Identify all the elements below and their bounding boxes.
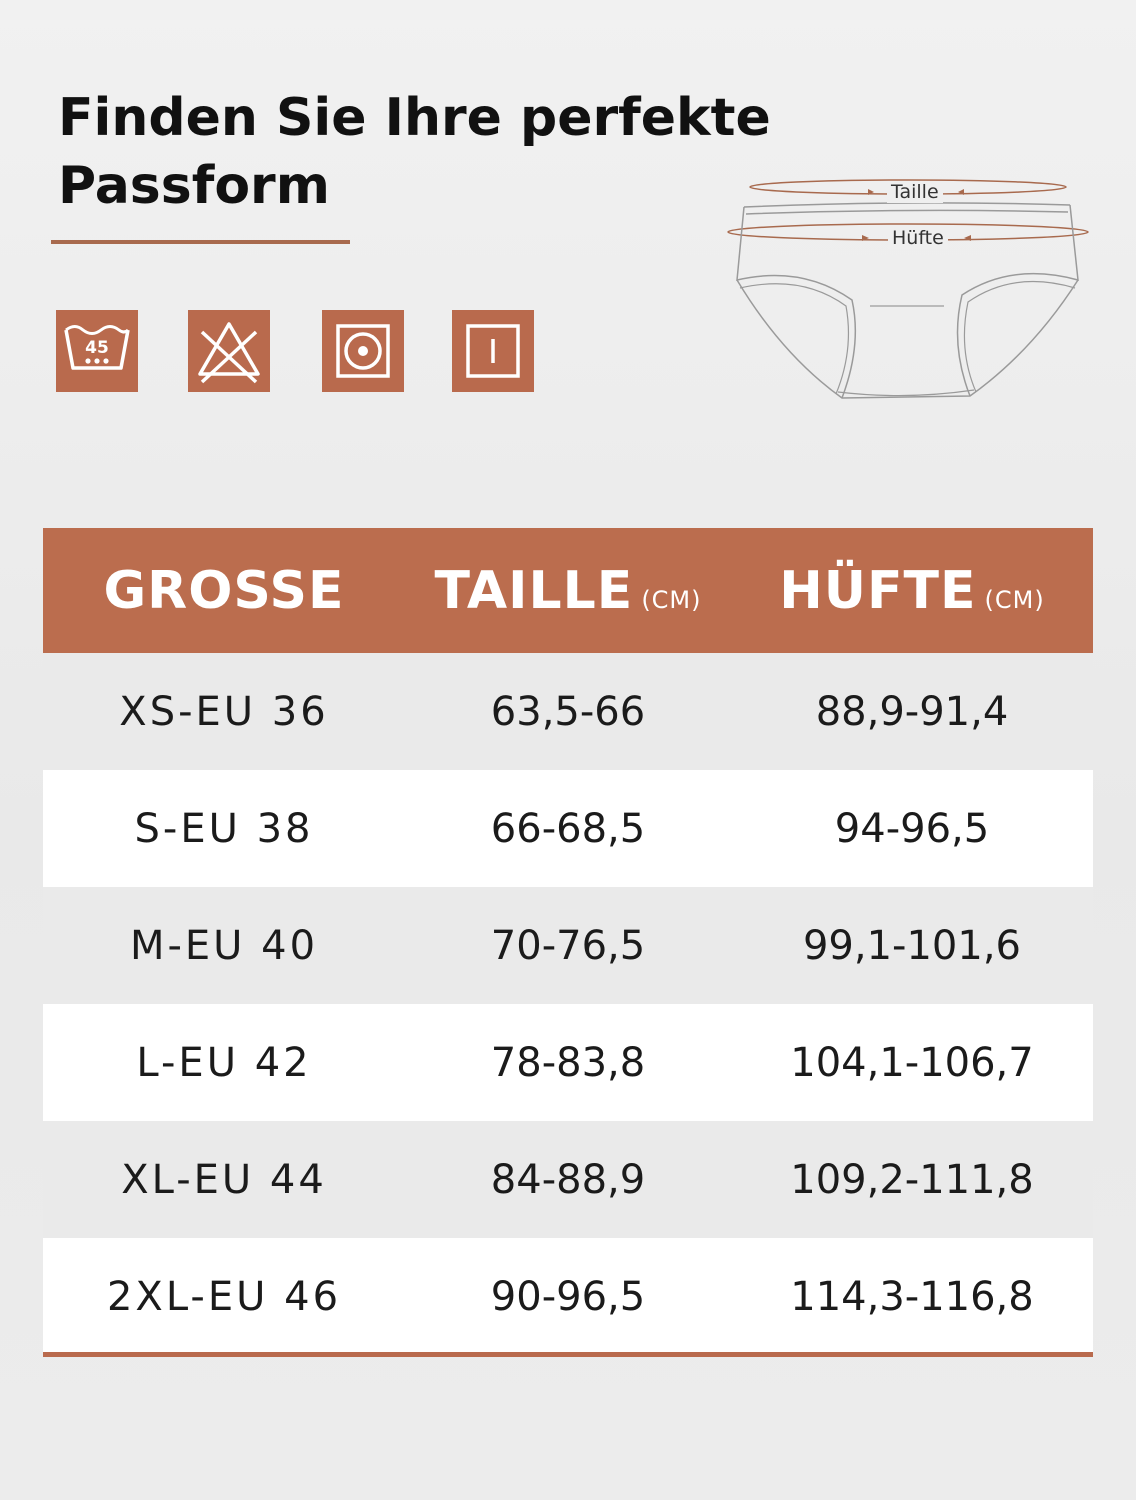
table-row bbox=[43, 1004, 1093, 1121]
table-header-row bbox=[43, 528, 1093, 653]
header-size bbox=[43, 528, 405, 653]
hip-cell: 99,1-101,6 bbox=[731, 887, 1093, 1004]
table-row bbox=[43, 653, 1093, 770]
header-waist-label: TAILLE bbox=[434, 560, 634, 621]
table-row bbox=[43, 1238, 1093, 1355]
no-bleach-icon bbox=[188, 310, 270, 392]
hip-cell: 109,2-111,8 bbox=[731, 1121, 1093, 1238]
tumble-dry-icon bbox=[322, 310, 404, 392]
size-cell: XS-EU 36 bbox=[43, 653, 405, 770]
header-waist bbox=[405, 528, 731, 653]
size-chart-table bbox=[43, 528, 1093, 1355]
size-cell: 2XL-EU 46 bbox=[43, 1238, 405, 1355]
header-hip bbox=[731, 528, 1093, 653]
table-row bbox=[43, 1121, 1093, 1238]
title-underline bbox=[51, 240, 350, 244]
wash-temperature-label: 45 bbox=[85, 338, 109, 358]
waist-cell: 63,5-66 bbox=[405, 653, 731, 770]
hip-cell: 104,1-106,7 bbox=[731, 1004, 1093, 1121]
waist-cell: 90-96,5 bbox=[405, 1238, 731, 1355]
line-dry-icon bbox=[452, 310, 534, 392]
waist-cell: 78-83,8 bbox=[405, 1004, 731, 1121]
waist-cell: 70-76,5 bbox=[405, 887, 731, 1004]
size-cell: S-EU 38 bbox=[43, 770, 405, 887]
page-title bbox=[58, 84, 778, 220]
size-cell: L-EU 42 bbox=[43, 1004, 405, 1121]
hip-cell: 114,3-116,8 bbox=[731, 1238, 1093, 1355]
page-title-line2: Passform bbox=[58, 156, 330, 216]
hip-label: Hüfte bbox=[888, 227, 948, 249]
waist-label: Taille bbox=[887, 181, 943, 203]
wash-45-icon bbox=[56, 310, 138, 392]
waist-cell: 66-68,5 bbox=[405, 770, 731, 887]
hip-cell: 94-96,5 bbox=[731, 770, 1093, 887]
header-hip-label: HÜFTE bbox=[779, 560, 977, 621]
hip-cell: 88,9-91,4 bbox=[731, 653, 1093, 770]
waist-cell: 84-88,9 bbox=[405, 1121, 731, 1238]
size-cell: M-EU 40 bbox=[43, 887, 405, 1004]
measurement-diagram bbox=[722, 170, 1102, 410]
table-row bbox=[43, 770, 1093, 887]
table-bottom-rule bbox=[43, 1352, 1093, 1357]
header-waist-unit: (CM) bbox=[641, 585, 702, 614]
table-row bbox=[43, 887, 1093, 1004]
page-title-line1: Finden Sie Ihre perfekte bbox=[58, 88, 771, 148]
header-size-label: GROSSE bbox=[103, 560, 345, 621]
size-cell: XL-EU 44 bbox=[43, 1121, 405, 1238]
header-hip-unit: (CM) bbox=[984, 585, 1045, 614]
briefs-outline-icon bbox=[722, 170, 1102, 410]
